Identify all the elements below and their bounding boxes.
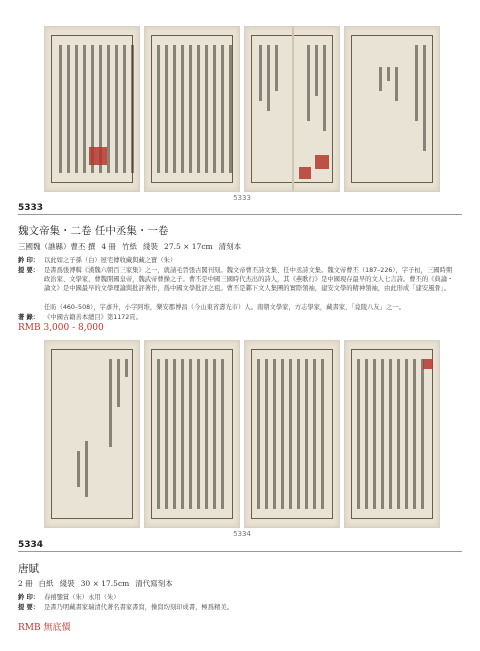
seal-marks-field: 鈐 印： 以此如之子孫（白）屋宅傳收藏與藏之寶（朱） <box>18 257 177 264</box>
book-page-image <box>44 26 140 192</box>
image-caption: 5333 <box>233 194 251 202</box>
price-estimate: RMB 無底價 <box>18 623 71 633</box>
bibliography-field: 著 錄： 《中國古籍善本總目》第1172頁。 <box>18 314 142 321</box>
summary-field: 提 要： 是書乃明藏書家瑞清代著名書家書寫，操寫均刻印成書，極爲精美。 <box>18 604 233 611</box>
summary-field: 提 要： 是書爲張溥輯《漢魏六朝百三家集》之一，就請毛晉張古閣刊刻。魏文帝曹丕詩文集、任中丞詩文集。魏文帝曹丕（187–226），字子桓，三國時期政治家、文學家，曹魏開國皇帝，魏武帝曹操之子。曹丕是中國三國時代杰出的詩人，其《燕歌行》是中國現存最早的文人七言詩。曹丕的《典論・論文》是中國最早的文學理論與批評著作，爲中國文學批評之祖。曹丕是鄴下文人集團的實際領袖，建安文學的精神領袖，由此形成「建安風骨」。 <box>18 267 454 292</box>
seal-stamp <box>299 167 311 179</box>
lot-number: 5333 <box>18 203 44 213</box>
seal-marks-field: 鈐 印： 春禧鑒賞（朱）永用（朱） <box>18 594 120 601</box>
lot-5333-images <box>44 26 440 192</box>
lot-specs: 三國魏（譙縣）曹丕 撰 4 冊 竹紙 綫裝 27.5 × 17cm 清刻本 <box>18 242 242 251</box>
lot-number: 5334 <box>18 540 44 550</box>
lot-title: 唐賦 <box>18 563 39 575</box>
summary-continued: 任昉（460–508），字彥升，小字阿堆，樂安郡博昌（今山東省壽光市）人。南朝文學家，方志學家，藏書家，「竟陵八友」之一。 <box>44 304 405 311</box>
book-page-image <box>144 26 240 192</box>
book-page-image <box>144 340 240 528</box>
seal-stamp <box>315 155 329 169</box>
image-caption: 5334 <box>233 530 251 538</box>
lot-title: 魏文帝集・二卷 任中丞集・一卷 <box>18 225 169 237</box>
book-page-image <box>44 340 140 528</box>
divider <box>18 551 462 552</box>
lot-5334-images <box>44 340 440 528</box>
book-page-image <box>344 340 440 528</box>
book-page-image <box>344 26 440 192</box>
seal-stamp <box>423 359 433 369</box>
price-estimate: RMB 3,000 - 8,000 <box>18 323 104 333</box>
divider <box>18 214 462 215</box>
book-page-image <box>244 340 340 528</box>
seal-stamp <box>89 147 107 165</box>
book-page-image <box>244 26 340 192</box>
lot-specs: 2 冊 白紙 綫裝 30 × 17.5cm 清代寫刻本 <box>18 579 173 588</box>
